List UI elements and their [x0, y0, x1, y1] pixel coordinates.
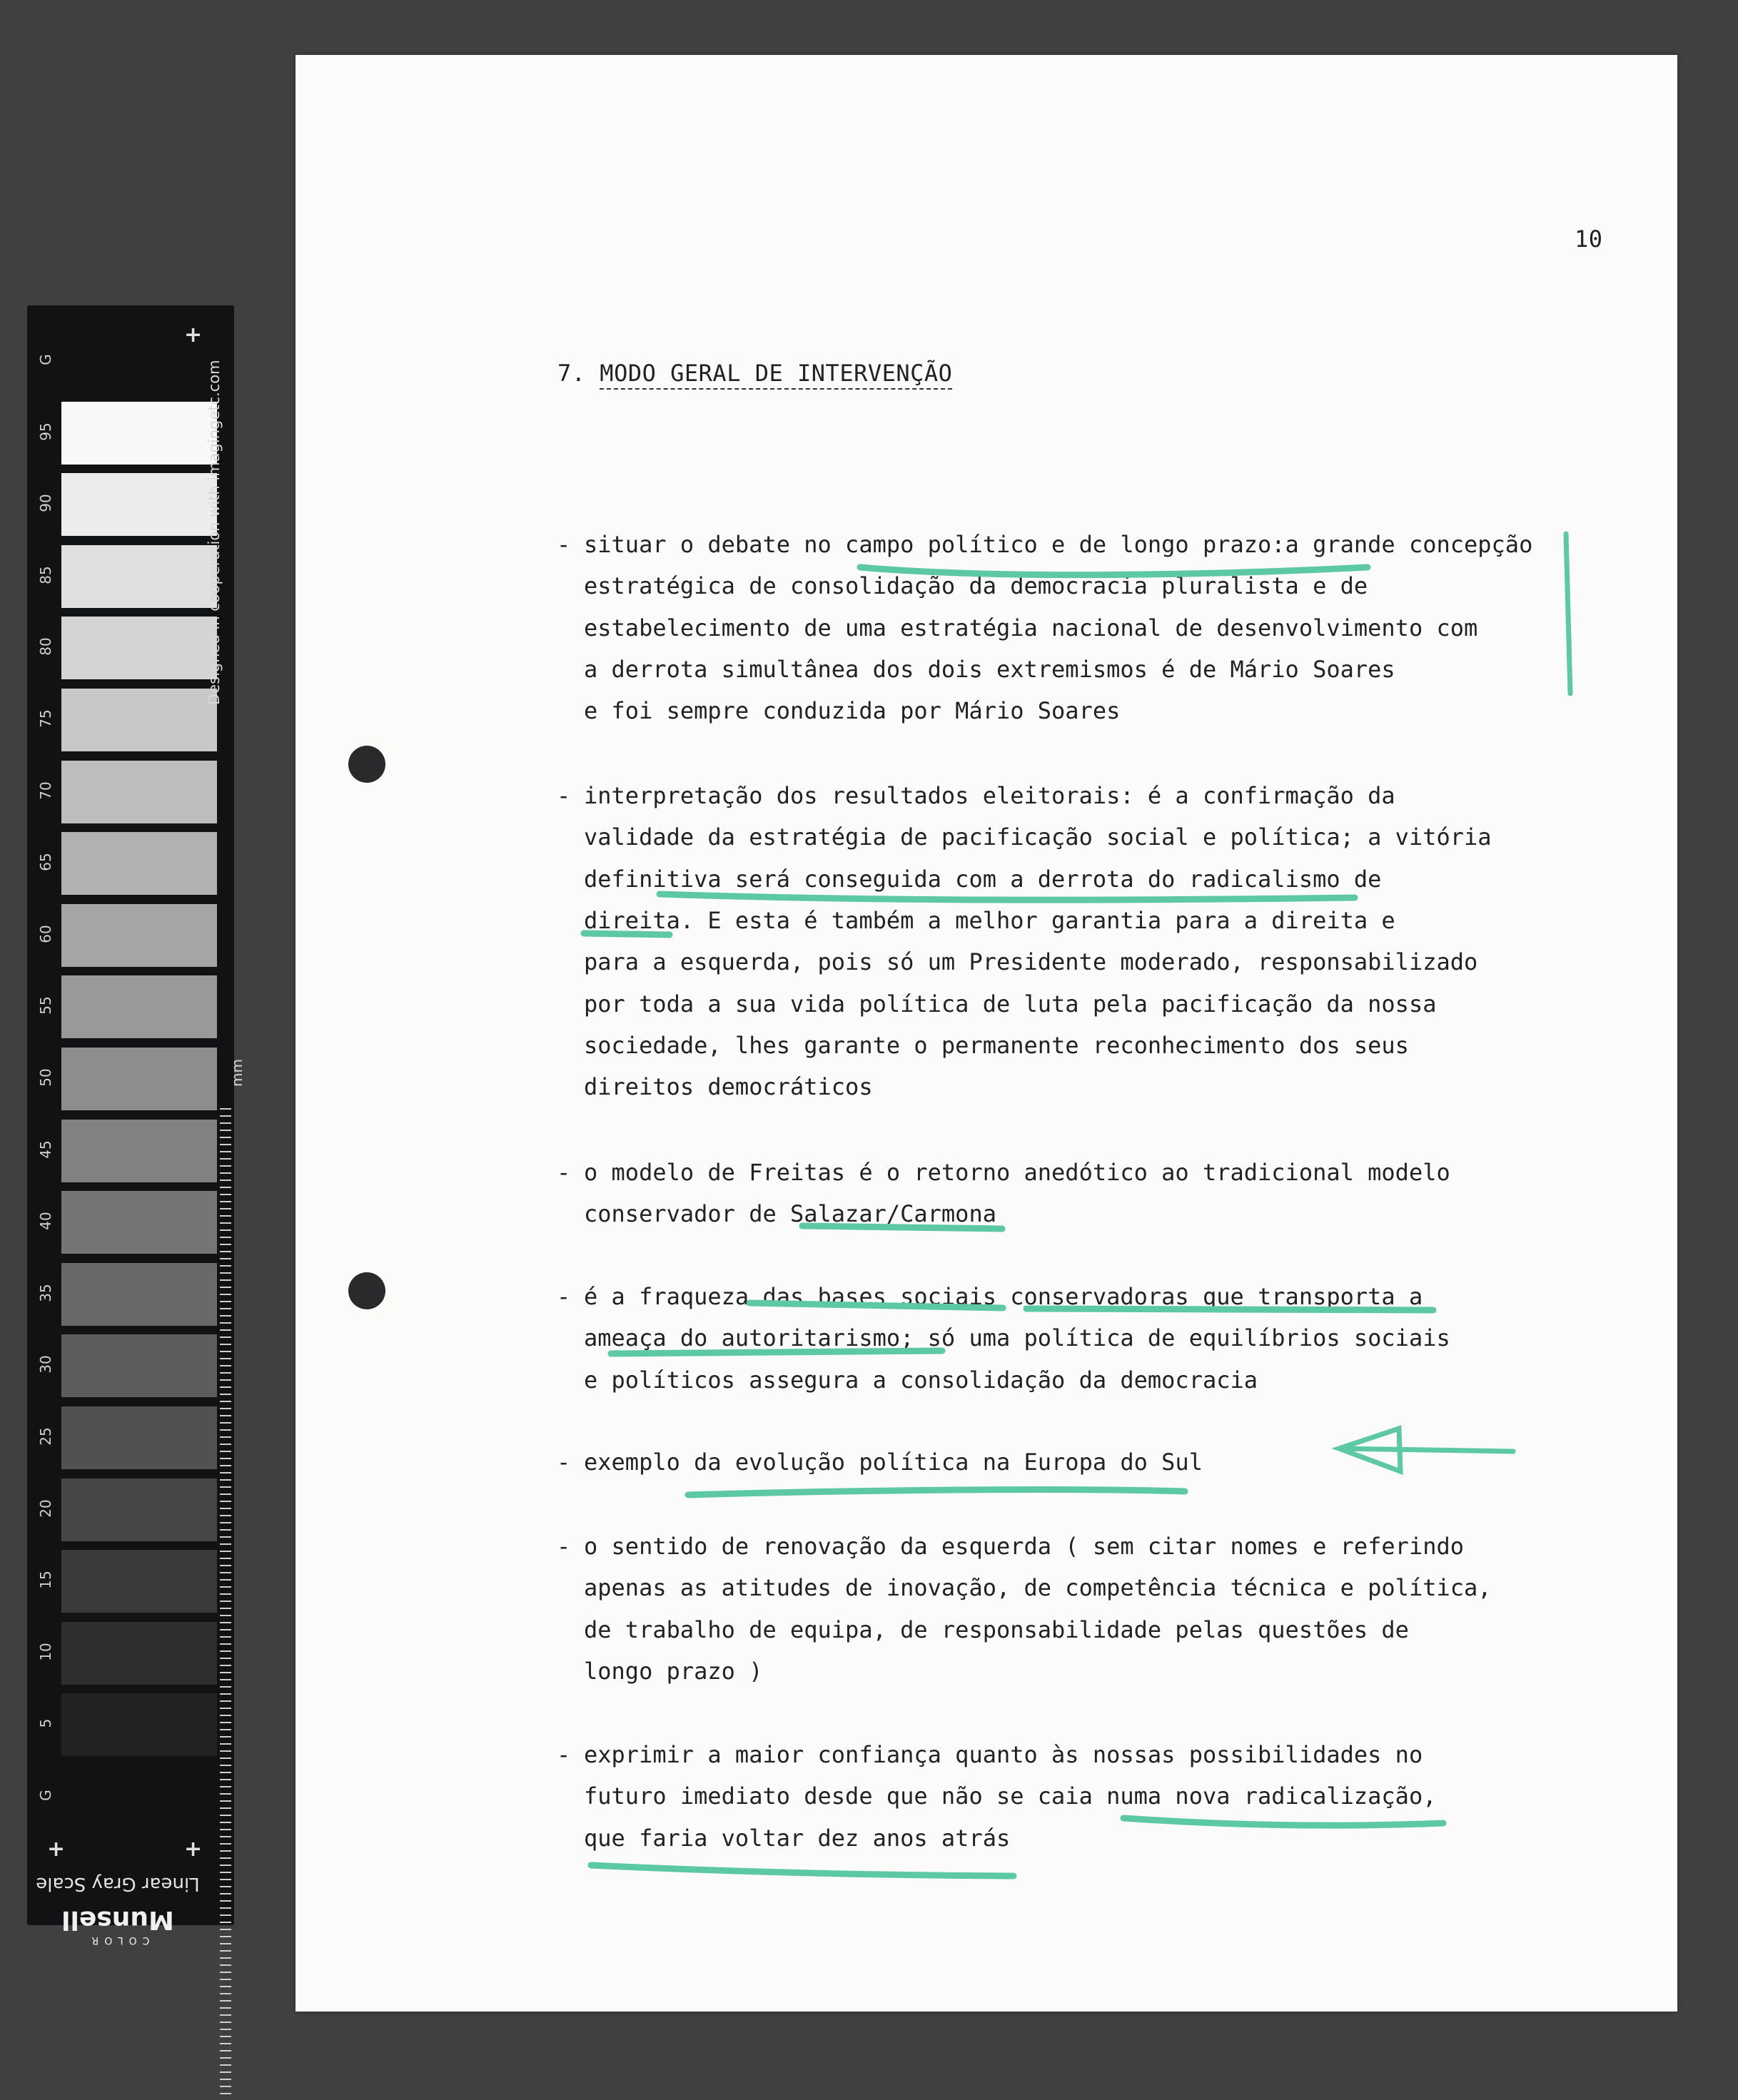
- card-mm-label: mm: [228, 1059, 246, 1087]
- text-line: a derrota simultânea dos dois extremismos é de Mário Soares: [584, 655, 1395, 683]
- gray-patch: [61, 1120, 217, 1182]
- gray-patch: [61, 761, 217, 823]
- text-line: interpretação dos resultados eleitorais: é a confirmação da: [584, 782, 1395, 809]
- gray-patch: [61, 832, 217, 895]
- text-line: validade da estratégia de pacificação social e política; a vitória: [584, 823, 1492, 851]
- gray-patch-label: 35: [37, 1284, 54, 1302]
- gray-patch-label: 90: [37, 494, 54, 512]
- gray-patch-label: 40: [37, 1212, 54, 1230]
- gray-patch-label: 10: [37, 1643, 54, 1661]
- text-line: o modelo de Freitas é o retorno anedótico ao tradicional modelo: [584, 1159, 1450, 1186]
- text-line: e foi sempre conduzida por Mário Soares: [584, 697, 1121, 725]
- text-line: situar o debate no campo político e de longo prazo:a grande concepção: [584, 531, 1533, 558]
- text-line: longo prazo ): [584, 1657, 763, 1685]
- munsell-logo: [29, 1905, 207, 1946]
- text-line: sociedade, lhes garante o permanente reconhecimento dos seus: [584, 1031, 1409, 1059]
- gray-patch: [61, 1550, 217, 1613]
- text-line: por toda a sua vida política de luta pela pacificação da nossa: [584, 990, 1437, 1018]
- gray-patch: [61, 1048, 217, 1110]
- card-scale-name: Linear Gray Scale: [36, 1873, 200, 1894]
- card-credit-text: Designed in cooperation with imagingetc.com: [206, 360, 223, 705]
- gray-patch-label: 50: [37, 1068, 54, 1087]
- plus-mark: +: [184, 323, 203, 348]
- gray-patch: [61, 1263, 217, 1326]
- bullet-dash: -: [557, 1449, 571, 1476]
- text-line: e políticos assegura a consolidação da democracia: [584, 1366, 1258, 1394]
- text-line: direitos democráticos: [584, 1073, 873, 1101]
- bullet-dash: -: [557, 531, 571, 558]
- gray-patch-label: G: [37, 354, 54, 365]
- text-line: o sentido de renovação da esquerda ( sem citar nomes e referindo: [584, 1533, 1464, 1560]
- bullet-dash: -: [557, 1533, 571, 1560]
- gray-patch-label: 55: [37, 996, 54, 1015]
- punch-hole: [348, 1272, 385, 1309]
- text-line: direita. E esta é também a melhor garantia para a direita e: [584, 906, 1395, 934]
- text-line: conservador de Salazar/Carmona: [584, 1200, 996, 1228]
- text-line: que faria voltar dez anos atrás: [584, 1824, 1011, 1852]
- gray-patch-label: G: [37, 1790, 54, 1801]
- gray-patch-label: 85: [37, 566, 54, 584]
- text-line: definitiva será conseguida com a derrota do radicalismo de: [584, 865, 1382, 893]
- plus-mark: +: [47, 1837, 66, 1862]
- text-line: estabelecimento de uma estratégia nacional de desenvolvimento com: [584, 614, 1478, 641]
- gray-patch-label: 75: [37, 709, 54, 728]
- gray-patch: [61, 904, 217, 967]
- text-line: de trabalho de equipa, de responsabilidade pelas questões de: [584, 1615, 1409, 1643]
- gray-patch: [61, 617, 217, 679]
- text-line: apenas as atitudes de inovação, de competência técnica e política,: [584, 1574, 1492, 1602]
- page-number: 10: [1575, 225, 1603, 253]
- bullet-dash: -: [557, 1741, 571, 1768]
- gray-patch-label: 80: [37, 637, 54, 656]
- gray-patch: [61, 1693, 217, 1756]
- bullet-dash: -: [557, 1283, 571, 1310]
- text-line: exemplo da evolução política na Europa do Sul: [584, 1449, 1203, 1476]
- bullet-dash: -: [557, 782, 571, 809]
- gray-patch-label: 5: [37, 1719, 54, 1728]
- gray-scale-card: [27, 305, 246, 1925]
- gray-patch: [61, 1334, 217, 1397]
- gray-patch: [61, 1478, 217, 1541]
- gray-patch-label: 60: [37, 925, 54, 943]
- gray-patch-label: 45: [37, 1140, 54, 1159]
- gray-patch: [61, 1622, 217, 1685]
- gray-patch: [61, 402, 217, 465]
- gray-patch-label: 65: [37, 853, 54, 871]
- plus-mark: +: [184, 1837, 203, 1862]
- gray-patch: [61, 689, 217, 751]
- gray-patch-label: 20: [37, 1498, 54, 1518]
- gray-patch-label: 25: [37, 1427, 54, 1446]
- text-line: é a fraqueza das bases sociais conservadoras que transporta a: [584, 1283, 1423, 1310]
- text-line: para a esquerda, pois só um Presidente moderado, responsabilizado: [584, 948, 1478, 976]
- bullet-dash: -: [557, 1159, 571, 1186]
- text-line: exprimir a maior confiança quanto às nossas possibilidades no: [584, 1741, 1423, 1768]
- gray-patch: [61, 975, 217, 1038]
- gray-patch: [61, 545, 217, 608]
- munsell-logo-text: Munsell: [61, 1905, 174, 1934]
- gray-patch: [61, 1191, 217, 1254]
- heading-text: MODO GERAL DE INTERVENÇÃO: [600, 360, 952, 390]
- punch-hole: [348, 746, 385, 783]
- mm-ruler: [220, 1108, 231, 2100]
- gray-patch: [61, 1406, 217, 1469]
- section-heading: [557, 360, 952, 387]
- gray-patch-label: 70: [37, 781, 54, 800]
- text-line: futuro imediato desde que não se caia numa nova radicalização,: [584, 1782, 1437, 1810]
- gray-patch-label: 95: [37, 422, 54, 441]
- heading-number: 7.: [557, 360, 586, 387]
- gray-patch: [61, 473, 217, 536]
- gray-patch-label: 15: [37, 1571, 54, 1589]
- text-line: estratégica de consolidação da democracia pluralista e de: [584, 572, 1368, 600]
- gray-patch-label: 30: [37, 1355, 54, 1374]
- text-line: ameaça do autoritarismo; só uma política de equilíbrios sociais: [584, 1324, 1450, 1352]
- munsell-logo-sub: COLOR: [86, 1934, 150, 1946]
